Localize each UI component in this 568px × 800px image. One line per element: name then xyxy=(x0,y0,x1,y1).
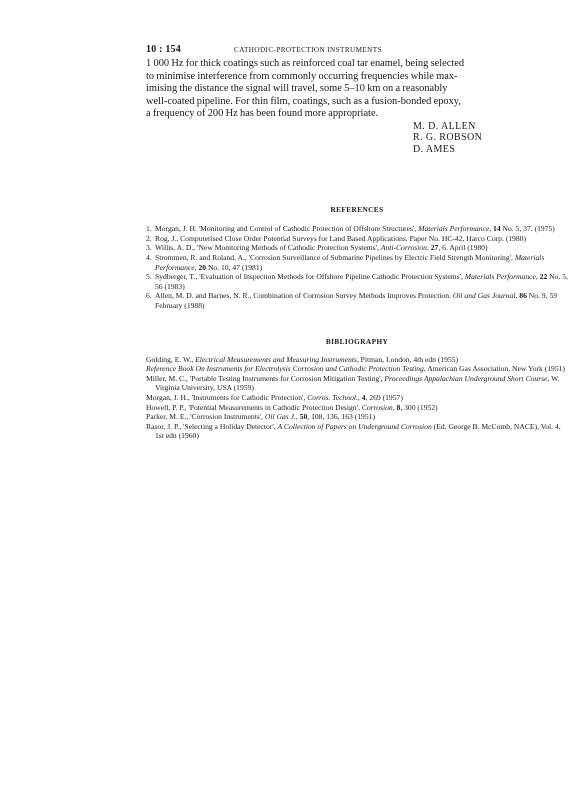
bibliography-list xyxy=(146,355,568,441)
author-name: R. G. ROBSON xyxy=(413,132,483,144)
citation-text: Willis, A. D., 'New Monitoring Methods of Cathodic Protection Systems', xyxy=(155,243,381,253)
bibliography-item xyxy=(146,412,568,422)
reference-number: 4. xyxy=(146,252,152,262)
references-list xyxy=(146,224,568,310)
citation-text: Miller, M. C., 'Portable Testing Instruments for Corrosion Mitigation Testing', xyxy=(146,373,385,383)
reference-item xyxy=(146,291,568,310)
body-line: to minimise interference from commonly occurring frequencies while max- xyxy=(146,70,458,82)
citation-text: , xyxy=(194,262,199,272)
citation-text: Allen, M. D. and Barnes, N. R., Combination of Corrosion Survey Methods Improves Protection. xyxy=(155,291,453,301)
reference-item xyxy=(146,253,568,272)
citation-volume: 27 xyxy=(430,243,439,253)
citation-title: Corrosion xyxy=(361,402,393,412)
reference-number: 6. xyxy=(146,291,152,301)
citation-text: , xyxy=(426,243,431,253)
citation-title: A Collection of Papers on Underground Corrosion xyxy=(277,421,432,431)
citation-volume: 86 xyxy=(519,291,527,301)
citation-volume: 50 xyxy=(299,412,308,422)
citation-text: Rog, J., Computerised Close Order Potential Surveys for Land Based Applications. Paper No. HC-42, Harco Corp. (1980) xyxy=(155,233,526,243)
citation-text: Rasor, J. P., 'Selecting a Holiday Detector', xyxy=(146,421,278,431)
reference-item xyxy=(146,243,568,253)
author-list xyxy=(413,120,483,155)
page-number: 10 : 154 xyxy=(146,44,181,55)
citation-text: Sydberger, T., 'Evaluation of Inspection Methods for Offshore Pipeline Cathodic Protection Systems', xyxy=(155,272,465,282)
citation-text: Morgan, J. H., 'Instruments for Cathodic Protection', xyxy=(146,392,308,402)
citation-text: , xyxy=(392,402,397,412)
reference-number: 5. xyxy=(146,272,152,282)
author-name: D. AMES xyxy=(413,143,456,155)
citation-title: Oil and Gas Journal xyxy=(452,291,516,301)
running-title: CATHODIC-PROTECTION INSTRUMENTS xyxy=(234,46,382,54)
citation-title: Materials Performance xyxy=(418,224,490,234)
citation-volume: 4 xyxy=(361,392,366,402)
citation-text: , xyxy=(489,224,494,234)
citation-text: No. 5, 56 (1983) xyxy=(155,272,568,291)
bibliography-item xyxy=(146,393,568,403)
reference-number: 2. xyxy=(146,233,152,243)
citation-volume: 8 xyxy=(396,402,401,412)
citation-text: , 6. April (1980) xyxy=(438,243,488,253)
citation-title: Oil Gas J. xyxy=(264,412,296,422)
citation-text: Howell, P. P., 'Potential Measurements in Cathodic Protection Design', xyxy=(146,402,362,412)
citation-text: (Ed. George B. McComb, NACE), Vol. 4, 1st edn (1960) xyxy=(155,421,561,441)
citation-text: , xyxy=(295,412,300,422)
bibliography-item xyxy=(146,364,568,374)
citation-volume: 20 xyxy=(198,262,207,272)
citation-title: Anti-Corrosion xyxy=(380,243,427,253)
body-line: imising the distance the signal will travel, some 5–10 km on a reasonably xyxy=(146,83,448,95)
citation-text: , xyxy=(357,392,362,402)
citation-text: No. 5, 37. (1975) xyxy=(500,224,555,234)
bibliography-item xyxy=(146,374,568,393)
citation-text: Parker, M. E., 'Corrosion Instruments', xyxy=(146,412,265,422)
citation-text: Morgan, J. H. 'Monitoring and Control of Cathodic Protection of Offshore Structures', xyxy=(155,224,419,234)
reference-item xyxy=(146,272,568,291)
citation-title: Materials Performance xyxy=(155,252,545,272)
citation-text: , 108, 136, 163 (1951) xyxy=(307,412,375,422)
citation-text: , 269 (1957) xyxy=(365,392,403,402)
body-line: a frequency of 200 Hz has been found more appropriate. xyxy=(146,108,379,120)
running-head xyxy=(146,44,420,58)
citation-text: , Pitman, London, 4th edn (1955) xyxy=(356,354,459,364)
bibliography-item xyxy=(146,355,568,365)
citation-text: , xyxy=(535,272,540,282)
citation-title: Corros. Technol. xyxy=(307,392,358,402)
author-name: M. D. ALLEN xyxy=(413,120,476,132)
references-heading: REFERENCES xyxy=(330,205,384,215)
reference-item xyxy=(146,234,568,244)
body-paragraph xyxy=(146,58,465,121)
citation-text: , xyxy=(515,291,520,301)
citation-volume: 22 xyxy=(539,272,548,282)
document-page xyxy=(146,44,568,441)
bibliography-item xyxy=(146,403,568,413)
citation-title: Proceedings Appalachian Underground Short Course xyxy=(384,373,548,383)
body-line: 1 000 Hz for thick coatings such as reinforced coal tar enamel, being selected xyxy=(146,58,465,69)
citation-title: Electrical Measurements and Measuring Instruments xyxy=(195,354,357,364)
bibliography-item xyxy=(146,422,568,441)
citation-text: , 300 (1952) xyxy=(400,402,438,412)
reference-number: 1. xyxy=(146,224,152,234)
citation-text: , American Gas Association, New York (1951) xyxy=(423,364,565,374)
citation-title: Reference Book On Instruments for Electrolysis Corrosion and Cathodic Protection Testing xyxy=(146,364,424,374)
citation-text: , W. Virginia University, USA (1959) xyxy=(155,373,560,393)
bibliography-heading: BIBLIOGRAPHY xyxy=(325,336,389,346)
body-line: well-coated pipeline. For thin film, coatings, such as a fusion-bonded epoxy, xyxy=(146,95,461,107)
citation-title: Materials Performance xyxy=(464,272,536,282)
citation-text: Golding, E. W., xyxy=(146,354,196,364)
citation-text: Strommen, R. and Roland, A., 'Corrosion Surveillance of Submarine Pipelines by Electric Field Strength Monitoring', xyxy=(155,252,515,262)
citation-text: No. 10, 47 (1981) xyxy=(206,262,263,272)
citation-volume: 14 xyxy=(493,224,501,234)
reference-item xyxy=(146,224,568,234)
reference-number: 3. xyxy=(146,243,152,253)
citation-text: No. 9, 59 February (1988) xyxy=(155,291,558,310)
